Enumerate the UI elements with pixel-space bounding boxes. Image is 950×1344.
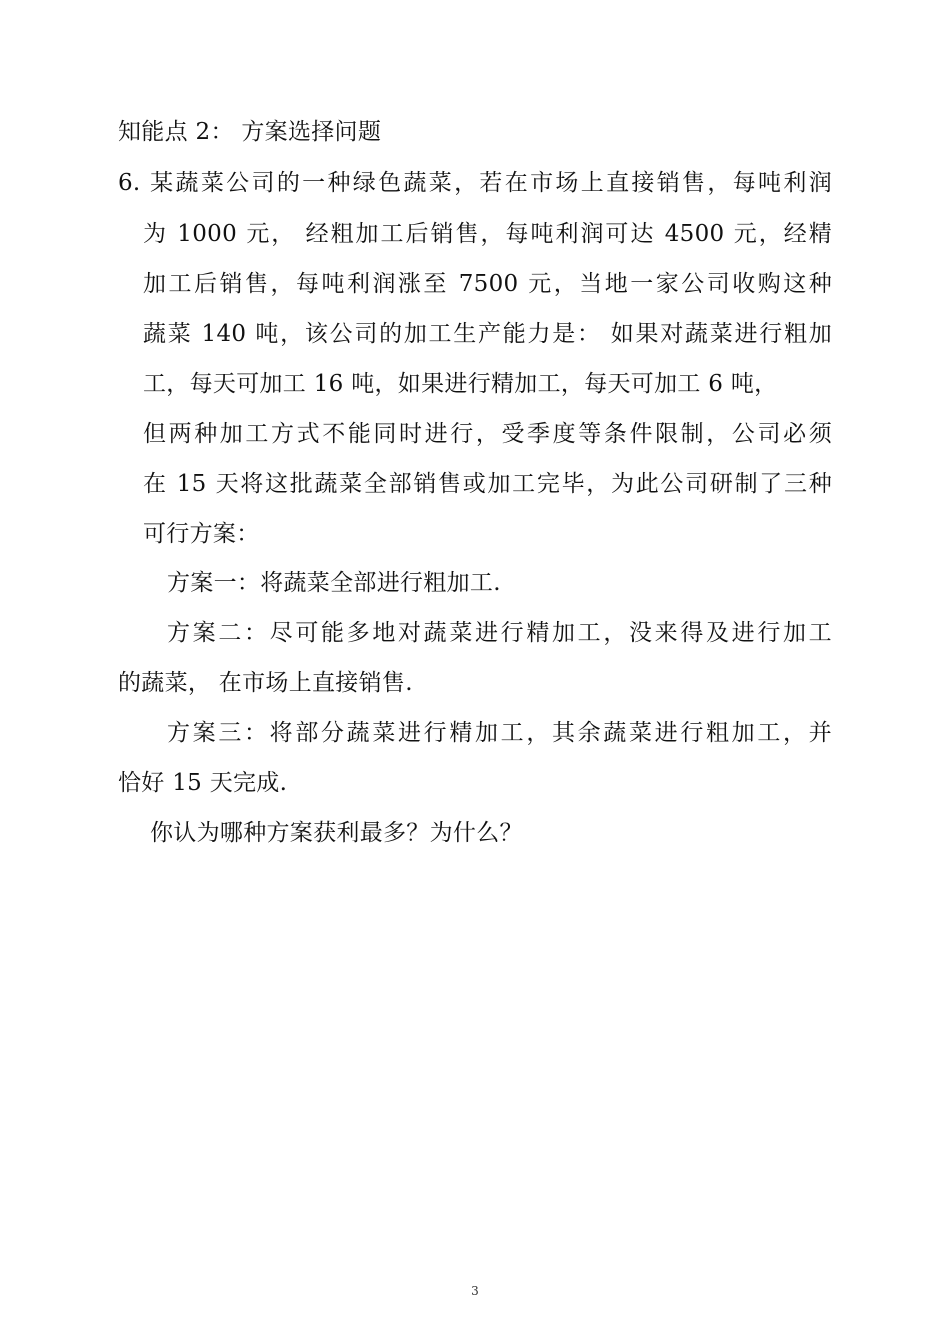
plan-two-line-2: 的蔬菜， 在市场上直接销售.: [118, 670, 413, 696]
problem-line-6: 但两种加工方式不能同时进行，受季度等条件限制，公司必须: [143, 421, 832, 447]
plan-three-line-1: 方案三：将部分蔬菜进行精加工，其余蔬菜进行粗加工，并: [167, 720, 832, 746]
problem-line-2: 为 1000 元， 经粗加工后销售，每吨利润可达 4500 元，经精: [143, 221, 832, 247]
section-heading: 知能点 2： 方案选择问题: [118, 119, 382, 145]
page-number: 3: [471, 1284, 479, 1298]
question-line: 你认为哪种方案获利最多？为什么？: [150, 820, 523, 846]
problem-line-4: 蔬菜 140 吨，该公司的加工生产能力是： 如果对蔬菜进行粗加: [143, 321, 832, 347]
problem-line-5: 工，每天可加工 16 吨，如果进行精加工，每天可加工 6 吨，: [143, 371, 778, 397]
problem-line-7: 在 15 天将这批蔬菜全部销售或加工完毕，为此公司研制了三种: [143, 471, 832, 497]
problem-line-3: 加工后销售，每吨利润涨至 7500 元，当地一家公司收购这种: [143, 271, 832, 297]
plan-two-line-1: 方案二：尽可能多地对蔬菜进行精加工，没来得及进行加工: [167, 620, 832, 646]
problem-line-8: 可行方案：: [143, 521, 260, 547]
problem-line-1: 6. 某蔬菜公司的一种绿色蔬菜，若在市场上直接销售，每吨利润: [118, 170, 832, 196]
plan-three-line-2: 恰好 15 天完成.: [118, 770, 288, 796]
plan-one: 方案一：将蔬菜全部进行粗加工.: [167, 570, 501, 596]
